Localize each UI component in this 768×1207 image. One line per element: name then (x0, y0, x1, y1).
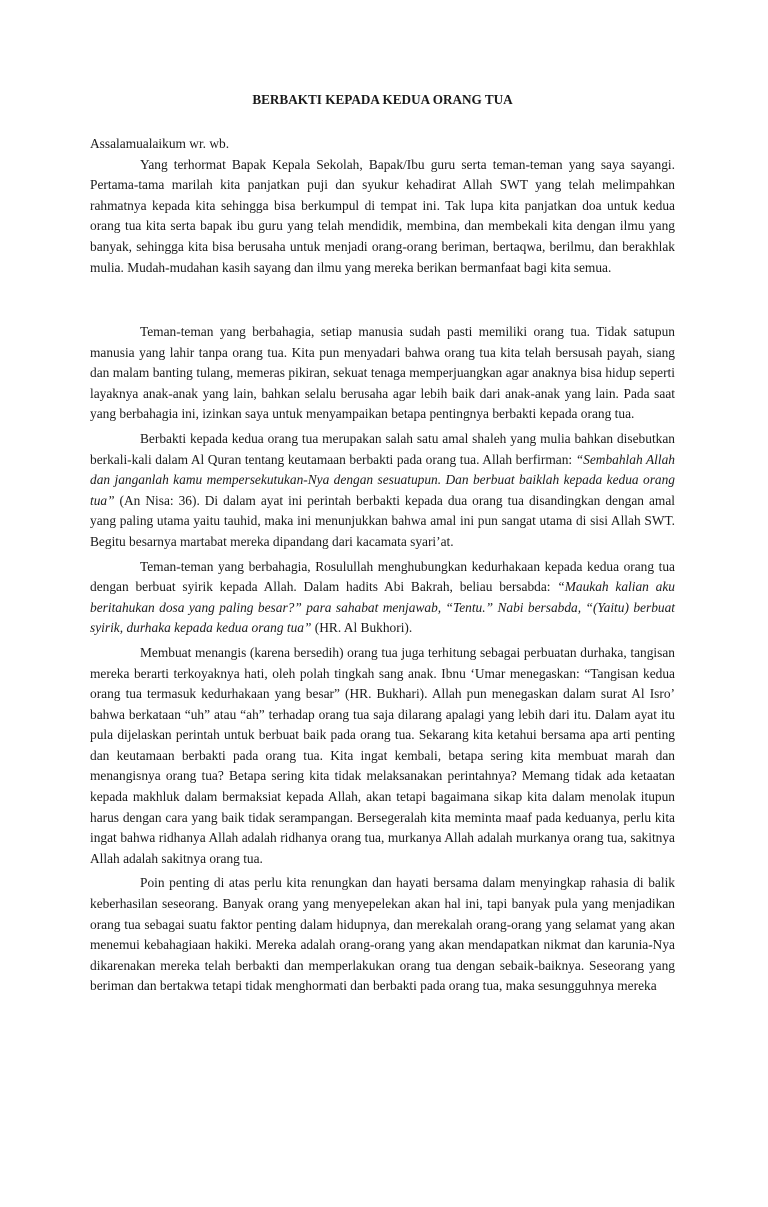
paragraph-3-quote: “Sembahlah Allah dan janganlah kamu mempersekutukan-Nya dengan sesuatupun. Dan berbuat baiklah kepada kedua orang tua” (90, 451, 675, 508)
paragraph-5: Membuat menangis (karena bersedih) orang tua juga terhitung sebagai perbuatan durhaka, tangisan mereka berarti terkoyaknya hati, oleh polah tingkah sang anak. Ibnu ‘Umar menegaskan: “Tangisan kedua orang tua termasuk kedurhakaan yang besar” (HR. Bukhari). Allah pun menegaskan dalam surat Al Isro’ bahwa berkataan “uh” atau “ah” terhadap orang tua saja dilarang apalagi yang lebih dari itu. Dalam ayat itu pula dijelaskan perintah untuk berbuat baik pada orang tua. Sekarang kita ketahui bersama apa arti penting dan keutamaan berbakti pada orang tua. Kita ingat kembali, betapa sering kita membuat marah dan menangisnya orang tua? Betapa sering kita tidak melaksanakan perintahnya? Memang tidak ada ketaatan kepada makhluk dalam bermaksiat kepada Allah, akan tetapi bagaimana sikap kita dalam menolak itupun harus dengan cara yang baik tidak serampangan. Bersegeralah kita meminta maaf pada keduanya, perlu kita ingat bahwa ridhanya Allah adalah ridhanya orang tua, murkanya Allah adalah murkanya orang tua, sakitnya Allah adalah sakitnya orang tua. (90, 644, 675, 866)
paragraph-3-text-a: Berbakti kepada kedua orang tua merupakan salah satu amal shaleh yang mulia bahkan disebutkan berkali-kali dalam Al Quran tentang keutamaan berbakti pada orang tua. Allah berfirman: (90, 430, 675, 467)
document-title: BERBAKTI KEPADA KEDUA ORANG TUA (252, 92, 513, 107)
paragraph-3-text-b: (An Nisa: 36). Di dalam ayat ini perintah berbakti kepada dua orang tua disandingkan dengan amal yang paling utama yaitu tauhid, maka ini menunjukkan bahwa amal ini pun sangat utama di sisi Allah SWT. Begitu besarnya martabat mereka dipandang dari kacamata syari’at. (90, 492, 675, 549)
paragraph-4-quote: “Maukah kalian aku beritahukan dosa yang paling besar?” para sahabat menjawab, “Tentu.” Nabi bersabda, “(Yaitu) berbuat syirik, durhaka kepada kedua orang tua” (90, 579, 675, 636)
paragraph-opening: Yang terhormat Bapak Kepala Sekolah, Bapak/Ibu guru serta teman-teman yang saya sayangi. Pertama-tama marilah kita panjatkan puji dan syukur kehadirat Allah SWT yang telah melimpahkan rahmatnya kepada kita sehingga bisa berkumpul di tempat ini. Tak lupa kita panjatkan doa untuk kedua orang tua kita serta bapak ibu guru yang telah mendidik, membina, dan membekali kita dengan ilmu yang banyak, sehingga kita bisa berusaha untuk menjadi orang-orang beriman, bertaqwa, berilmu, dan berakhlak mulia. Mudah-mudahan kasih sayang dan ilmu yang mereka berikan bermanfaat bagi kita semua. (90, 156, 675, 275)
paragraph-4-text-a: Teman-teman yang berbahagia, Rosulullah menghubungkan kedurhakaan kepada kedua orang tua dengan berbuat syirik kepada Allah. Dalam hadits Abi Bakrah, beliau bersabda: (90, 558, 675, 595)
greeting-block (90, 134, 675, 282)
greeting-line: Assalamualaikum wr. wb. (90, 136, 230, 151)
body-text (90, 322, 675, 1001)
paragraph-2: Teman-teman yang berbahagia, setiap manusia sudah pasti memiliki orang tua. Tidak satupun manusia yang lahir tanpa orang tua. Kita pun menyadari bahwa orang tua kita telah bersusah payah, siang dan malam banting tulang, memeras pikiran, sekuat tenaga memperjuangkan agar anaknya bisa hidup seperti layaknya anak-anak yang lain, bahkan selalu berusaha agar lebih baik dari anak-anak yang lain. Pada saat yang berbahagia ini, izinkan saya untuk menyampaikan betapa pentingnya berbakti kepada orang tua. (90, 324, 675, 422)
paragraph-6: Poin penting di atas perlu kita renungkan dan hayati bersama dalam menyingkap rahasia di balik keberhasilan seseorang. Banyak orang yang menyepelekan akan hal ini, tapi banyak pula yang menjadikan orang tua sebagai suatu faktor penting dalam hidupnya, dan merekalah orang-orang yang selamat yang akan menemui kebahagiaan hakiki. Mereka adalah orang-orang yang akan mendapatkan nikmat dan karunia-Nya dikarenakan mereka telah berbakti dan memperlakukan orang tua dengan sebaik-baiknya. Seseorang yang beriman dan bertakwa tetapi tidak menghormati dan berbakti pada orang tua, maka sesungguhnya mereka (90, 875, 675, 994)
paragraph-4 (90, 557, 675, 639)
paragraph-4-text-b: (HR. Al Bukhori). (311, 620, 413, 636)
paragraph-3 (90, 429, 675, 553)
